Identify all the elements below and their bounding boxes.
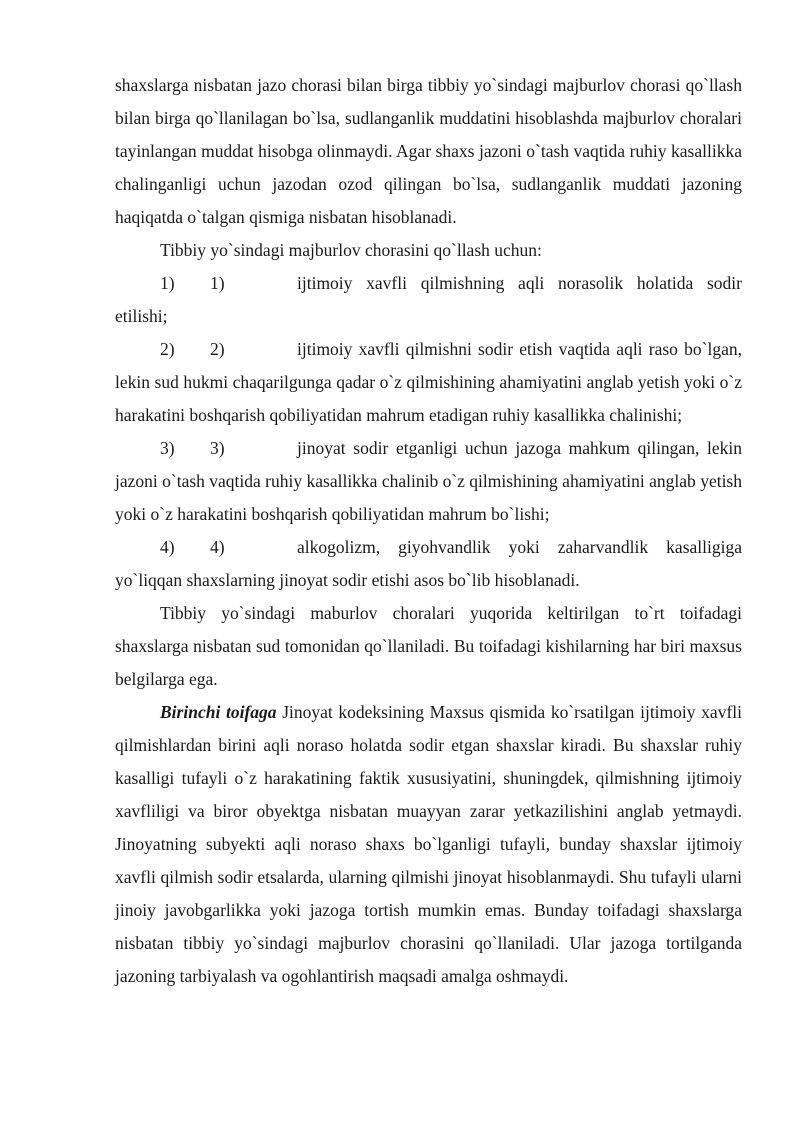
list-number-secondary: 1) (210, 273, 225, 293)
list-number-secondary: 4) (210, 537, 225, 557)
list-item (115, 432, 742, 531)
paragraph-groups: Tibbiy yo`sindagi maburlov choralari yuqorida keltirilgan to`rt toifadagi shaxslarga nisbatan sud tomonidan qo`llaniladi. Bu toifadagi kishilarning har biri maxsus belgilarga ega. (115, 603, 742, 689)
list-item (115, 531, 742, 597)
list-number-primary: 2) (160, 339, 175, 359)
document-page (115, 69, 742, 993)
list-item-text: alkogolizm, giyohvandlik yoki zaharvandlik kasalligiga yo`liqqan shaxslarning jinoyat sodir etishi asos bo`lib hisoblanadi. (115, 537, 742, 590)
list-item (115, 267, 742, 333)
list-number-primary: 3) (160, 438, 175, 458)
first-group-body: Jinoyat kodeksining Maxsus qismida ko`rsatilgan ijtimoiy xavfli qilmishlardan birini aqli noraso holatda sodir etgan shaxslar kiradi. Bu shaxslar ruhiy kasalligi tufayli o`z harakatining faktik xususiyatini, shuningdek, qilmishning ijtimoiy xavfliligi va biror obyektga nisbatan muayyan zarar yetkazilishini anglab yetmaydi. Jinoyatning subyekti aqli noraso shaxs bo`lganligi tufayli, bunday shaxslar ijtimoiy xavfli qilmish sodir etsalarda, ularning qilmishi jinoyat hisoblanmaydi. Shu tufayli ularni jinoiy javobgarlikka yoki jazoga tortish mumkin emas. Bunday toifadagi shaxslarga nisbatan tibbiy yo`sindagi majburlov chorasini qo`llaniladi. Ular jazoga tortilganda jazoning tarbiyalash va ogohlantirish maqsadi amalga oshmaydi. (115, 702, 743, 986)
list-number-primary: 4) (160, 537, 175, 557)
list-number-secondary: 2) (210, 339, 225, 359)
paragraph-first-group (115, 696, 742, 993)
list-item-text: ijtimoiy xavfli qilmishni sodir etish vaqtida aqli raso bo`lgan, lekin sud hukmi chaqarilgunga qadar o`z qilmishining ahamiyatini anglab yetish yoki o`z harakatini boshqarish qobiliyatidan mahrum etadigan ruhiy kasallikka chalinishi; (115, 339, 742, 425)
list-item (115, 333, 742, 432)
list-number-secondary: 3) (210, 438, 225, 458)
first-group-lead: Birinchi toifaga (160, 702, 277, 722)
paragraph-continuation: shaxslarga nisbatan jazo chorasi bilan birga tibbiy yo`sindagi majburlov chorasi qo`llash bilan birga qo`llanilagan bo`lsa, sudlanganlik muddatini hisoblashda majburlov choralari tayinlangan muddat hisobga olinmaydi. Agar shaxs jazoni o`tash vaqtida ruhiy kasallikka chalinganligi uchun jazodan ozod qilingan bo`lsa, sudlanganlik muddati jazoning haqiqatda o`talgan qismiga nisbatan hisoblanadi. (115, 75, 742, 227)
list-item-text: jinoyat sodir etganligi uchun jazoga mahkum qilingan, lekin jazoni o`tash vaqtida ruhiy kasallikka chalinib o`z qilmishining ahamiyatini anglab yetish yoki o`z harakatini boshqarish qobiliyatidan mahrum bo`lishi; (115, 438, 742, 524)
list-number-primary: 1) (160, 273, 175, 293)
list-item-text: ijtimoiy xavfli qilmishning aqli norasolik holatida sodir etilishi; (115, 273, 742, 326)
paragraph-intro: Tibbiy yo`sindagi majburlov chorasini qo`llash uchun: (160, 240, 542, 260)
